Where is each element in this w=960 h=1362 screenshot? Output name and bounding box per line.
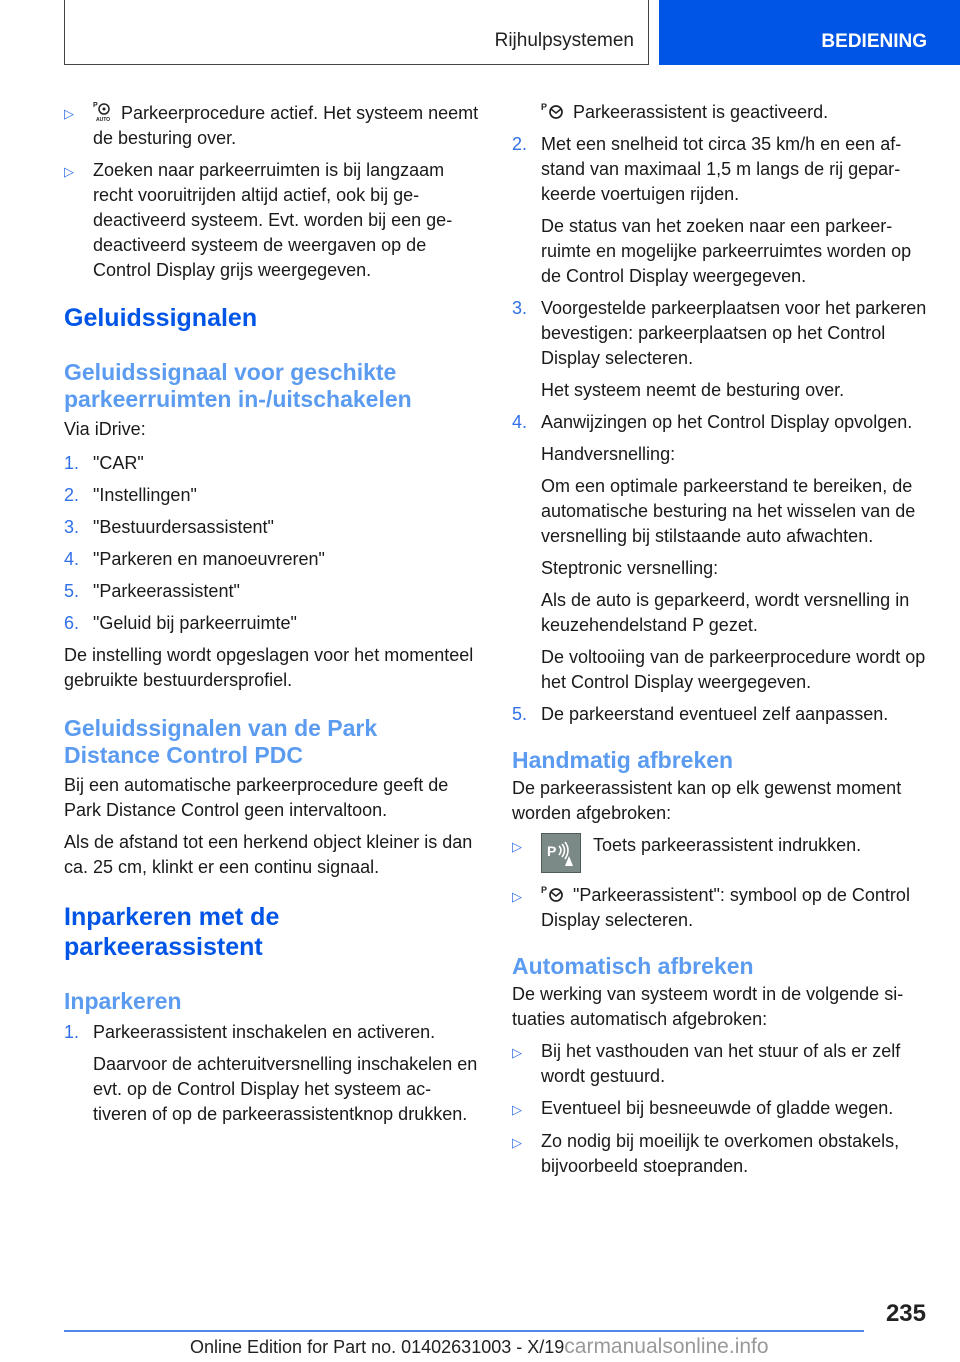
chapter-title: BEDIENING [821, 31, 927, 52]
pdc-paragraph-2: Als de afstand tot een herkend object kleiner is dan ca. 25 cm, klinkt er een continu signaal. [64, 832, 473, 877]
menu-step: 4. "Parkeren en manoeuvreren" [64, 549, 325, 569]
svg-text:P: P [547, 843, 557, 859]
parking-auto-icon [93, 100, 113, 122]
menu-step: 6. "Geluid bij parkeerruimte" [64, 613, 297, 633]
steptronic-text: Als de auto is geparkeerd, wordt versnelling in keuzehendelstand P gezet. [541, 590, 910, 635]
header-chapter-tab[interactable] [659, 0, 960, 65]
watermark-link[interactable]: carmanualsonline.info [564, 1335, 769, 1358]
manual-gear-text: Om een optimale parkeerstand te bereiken, de automatische besturing na het wisselen van de versnelling bij stilstaande auto afwachten. [541, 476, 916, 546]
steptronic-label: Steptronic versnelling: [541, 558, 719, 578]
footer-divider [64, 1330, 864, 1332]
triangle-bullet-icon: ▷ [64, 106, 74, 121]
menu-step: 3. "Bestuurdersassistent" [64, 517, 274, 537]
list-item: ▷ P "Parkeerassistent": symbool op de Control Display selecteren. [512, 883, 932, 933]
heading-inparkeren: Inparkeren [64, 988, 182, 1014]
setting-note: De instelling wordt opgeslagen voor het momenteel gebruikte bestuurdersprofiel. [64, 645, 474, 690]
list-item: ▷ Zoeken naar parkeerruimten is bij langzaam recht vooruitrijden altijd actief, ook bij gedeactiveerd systeem. Evt. worden bij een gedeactiveerd systeem de weergaven op de Control Display grijs weergegeven. [64, 158, 479, 283]
park-step: 2. Met een snelheid tot circa 35 km/h en een afstand van maximaal 1,5 m langs de rij geparkeerde voertuigen rijden. [512, 134, 902, 204]
triangle-bullet-icon: ▷ [512, 1045, 522, 1060]
list-item: ▷ Zo nodig bij moeilijk te overkomen obstakels, bijvoorbeeld stoepranden. [512, 1129, 932, 1179]
park-step-detail: Daarvoor de achteruitversnelling inschakelen en evt. op de Control Display het systeem activeren of op de parkeerassistentknop drukken. [93, 1054, 478, 1124]
manual-gear-label: Handversnelling: [541, 444, 676, 464]
menu-step: 2. "Instellingen" [64, 485, 197, 505]
svg-text:P: P [93, 102, 98, 109]
park-step: 5. De parkeerstand eventueel zelf aanpassen. [512, 704, 889, 724]
heading-inparkeren-parkeerassistent: Inparkeren met de parkeerassistent [64, 903, 280, 961]
pdc-paragraph-1: Bij een automatische parkeerprocedure geeft de Park Distance Control geen intervaltoon. [64, 775, 449, 820]
heading-handmatig-afbreken: Handmatig afbreken [512, 747, 734, 773]
auto-intro: De werking van systeem wordt in de volgende situaties automatisch afgebroken: [512, 984, 904, 1029]
svg-text:AUTO: AUTO [96, 117, 111, 122]
left-column [64, 100, 479, 1134]
completion-text: De voltooiing van de parkeerprocedure wordt op het Control Display weergegeven. [541, 647, 926, 692]
manual-intro: De parkeerassistent kan op elk gewenst moment worden afgebroken: [512, 778, 902, 823]
right-column [512, 100, 932, 1186]
list-item: ▷ P Toets parkeerassistent indrukken. [512, 833, 932, 873]
header-section-box [64, 0, 649, 65]
page-number: 235 [885, 1300, 926, 1327]
list-item: ▷ Eventueel bij besneeuwde of gladde wegen. [512, 1096, 932, 1122]
triangle-bullet-icon: ▷ [512, 839, 522, 854]
heading-automatisch-afbreken: Automatisch afbreken [512, 953, 754, 979]
park-assistant-symbol-icon [541, 101, 565, 121]
park-step: 3. Voorgestelde parkeerplaatsen voor het parkeren bevestigen: parkeerplaatsen op het Control Display selecteren. [512, 298, 927, 368]
section-title: Rijhulpsystemen [494, 30, 634, 51]
park-step-detail: Het systeem neemt de besturing over. [541, 380, 845, 400]
list-item: ▷ Bij het vasthouden van het stuur of als er zelf wordt gestuurd. [512, 1039, 932, 1089]
triangle-bullet-icon: ▷ [512, 889, 522, 904]
svg-text:P: P [541, 102, 548, 112]
footer-edition: Online Edition for Part no. 01402631003 - X/19carmanualsonline.info [190, 1335, 769, 1358]
menu-step: 5. "Parkeerassistent" [64, 581, 240, 601]
park-step-detail: De status van het zoeken naar een parkeerruimte en mogelijke parkeerruimtes worden op de Control Display weergegeven. [541, 216, 912, 286]
heading-geluidssignalen: Geluidssignalen [64, 304, 258, 332]
park-step: 4. Aanwijzingen op het Control Display opvolgen. [512, 412, 913, 432]
list-item: ▷ P AUTO Parkeerprocedure actief. Het systeem neemt de besturing over. [64, 100, 479, 151]
heading-pdc: Geluidssignalen van de Park Distance Control PDC [64, 715, 378, 768]
park-assistant-symbol-icon [541, 884, 565, 904]
menu-step: 1. "CAR" [64, 453, 144, 473]
triangle-bullet-icon: ▷ [64, 164, 74, 179]
activated-note: P Parkeerassistent is geactiveerd. [541, 102, 829, 122]
via-idrive-label: Via iDrive: [64, 419, 146, 439]
triangle-bullet-icon: ▷ [512, 1102, 522, 1117]
heading-geluidssignaal-parkeerruimten: Geluidssignaal voor geschikte parkeerruimten in-/uitschakelen [64, 359, 412, 412]
park-step: 1. Parkeerassistent inschakelen en activeren. [64, 1022, 436, 1042]
park-assist-button-icon [541, 833, 581, 873]
svg-text:P: P [541, 885, 548, 895]
triangle-bullet-icon: ▷ [512, 1135, 522, 1150]
